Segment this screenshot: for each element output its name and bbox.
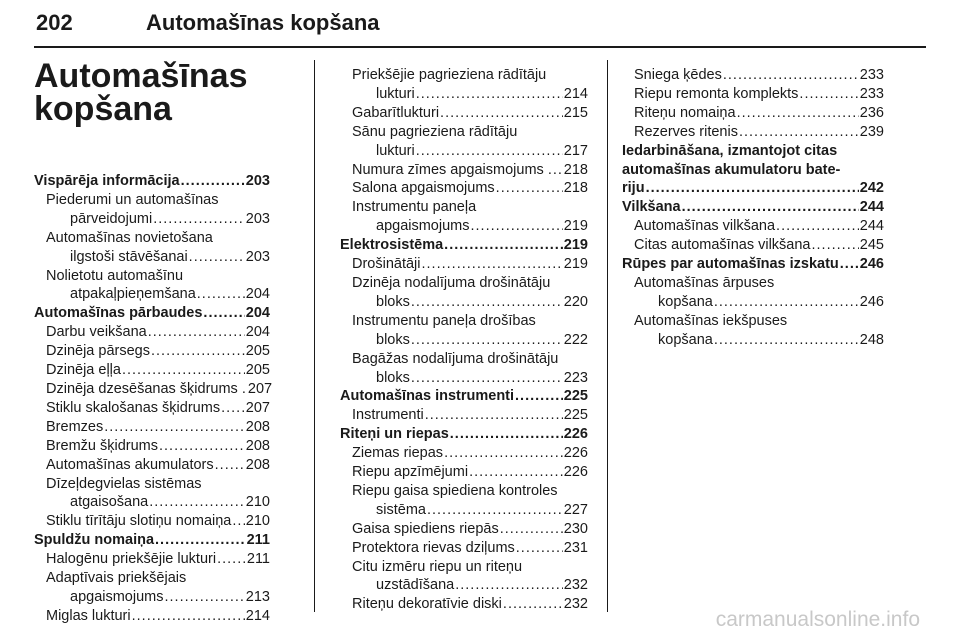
dot-leader xyxy=(203,304,244,323)
dot-leader xyxy=(215,456,245,475)
dot-leader xyxy=(151,342,245,361)
column-divider-1 xyxy=(314,60,315,612)
toc-page-number: 230 xyxy=(563,520,588,537)
dot-leader xyxy=(737,104,859,123)
toc-entry-label: bloks xyxy=(376,369,410,386)
toc-entry-label: bloks xyxy=(376,293,410,310)
dot-leader xyxy=(165,588,245,607)
toc-section[interactable] xyxy=(34,304,270,323)
dot-leader xyxy=(812,236,859,255)
toc-page-number: 214 xyxy=(563,85,588,102)
toc-entry-line xyxy=(634,293,884,312)
toc-entry[interactable] xyxy=(340,482,588,520)
dot-leader xyxy=(159,437,245,456)
toc-entry[interactable] xyxy=(622,274,884,312)
toc-page-number: 203 xyxy=(245,210,270,227)
toc-page-number: 245 xyxy=(859,237,884,254)
toc-entry[interactable] xyxy=(622,104,884,123)
toc-entry-line xyxy=(352,142,588,161)
dot-leader xyxy=(515,387,563,406)
toc-page-number: 232 xyxy=(563,596,588,613)
toc-entry[interactable] xyxy=(34,380,273,399)
toc-entry-label: Dzinēja pārsegs xyxy=(46,343,150,360)
dot-leader xyxy=(411,331,563,350)
toc-page-number: 233 xyxy=(859,85,884,102)
toc-entry-label: atpakaļpieņemšana xyxy=(70,286,196,303)
toc-entry[interactable] xyxy=(34,512,270,531)
dot-leader xyxy=(411,369,563,388)
toc-page-number: 214 xyxy=(245,607,270,624)
toc-entry[interactable] xyxy=(340,463,588,482)
toc-entry[interactable] xyxy=(34,475,270,513)
toc-entry-line xyxy=(352,576,588,595)
toc-entry-line xyxy=(622,198,884,217)
toc-entry-line xyxy=(634,331,884,350)
toc-entry-text: Instrumentu paneļa xyxy=(352,199,477,216)
toc-column-3 xyxy=(622,66,884,350)
toc-entry-label: Spuldžu nomaiņa xyxy=(34,532,155,549)
dot-leader xyxy=(411,293,563,312)
toc-entry[interactable] xyxy=(340,161,588,180)
toc-section[interactable] xyxy=(34,172,270,191)
dot-leader xyxy=(217,550,246,569)
toc-entry[interactable] xyxy=(340,406,588,425)
toc-page-number: 226 xyxy=(563,426,588,443)
toc-entry-text: Dīzeļdegvielas sistēmas xyxy=(46,475,202,492)
toc-section[interactable] xyxy=(34,531,270,550)
toc-entry-line xyxy=(352,85,588,104)
toc-entry-label: Automašīnas pārbaudes xyxy=(34,305,203,322)
toc-entry-line xyxy=(46,493,270,512)
toc-page-number: 225 xyxy=(563,388,588,405)
toc-entry[interactable] xyxy=(34,437,270,456)
toc-entry-text: Automašīnas novietošana xyxy=(46,229,213,246)
toc-page-number: 207 xyxy=(247,380,273,397)
toc-entry-line xyxy=(352,539,588,558)
toc-entry[interactable] xyxy=(340,123,588,161)
toc-entry[interactable] xyxy=(34,323,270,342)
toc-entry-line xyxy=(352,444,588,463)
toc-entry-line xyxy=(352,406,588,425)
toc-entry-line xyxy=(340,236,588,255)
toc-entry-line xyxy=(34,172,270,191)
toc-entry-text: Dzinēja nodalījuma drošinātāju xyxy=(352,274,551,291)
toc-entry-label: Vilkšana xyxy=(622,199,681,216)
toc-entry-line xyxy=(46,399,270,418)
toc-entry-label: kopšana xyxy=(658,331,713,348)
toc-entry-line xyxy=(46,607,270,626)
toc-entry-label: Miglas lukturi xyxy=(46,607,131,624)
toc-entry-line xyxy=(634,85,884,104)
dot-leader xyxy=(416,142,563,161)
toc-entry-line xyxy=(46,380,273,399)
toc-column-1 xyxy=(34,172,273,626)
toc-entry-line xyxy=(352,104,588,123)
toc-entry-label: Automašīnas vilkšana xyxy=(634,218,776,235)
dot-leader xyxy=(416,85,563,104)
toc-entry-line xyxy=(634,123,884,142)
dot-leader xyxy=(471,217,563,236)
toc-entry-text: automašīnas akumulatoru bate- xyxy=(622,161,841,178)
toc-entry-text: Adaptīvais priekšējais xyxy=(46,570,187,587)
toc-entry-line xyxy=(622,255,884,274)
toc-page-number: 231 xyxy=(563,539,588,556)
toc-entry-label: apgaismojums xyxy=(376,218,470,235)
toc-entry[interactable] xyxy=(340,558,588,596)
dot-leader xyxy=(739,123,859,142)
dot-leader xyxy=(148,323,245,342)
dot-leader xyxy=(149,493,245,512)
dot-leader xyxy=(723,66,859,85)
toc-entry-label: Riepu apzīmējumi xyxy=(352,464,469,481)
toc-section[interactable] xyxy=(340,236,588,255)
toc-entry-line xyxy=(46,342,270,361)
toc-entry-text: Bagāžas nodalījuma drošinātāju xyxy=(352,350,559,367)
toc-entry-label: Riteņu dekoratīvie diski xyxy=(352,596,502,613)
toc-page-number: 205 xyxy=(245,362,270,379)
toc-entry[interactable] xyxy=(340,255,588,274)
toc-entry-line xyxy=(46,361,270,380)
toc-entry-text: Priekšējie pagrieziena rādītāju xyxy=(352,67,547,83)
toc-entry[interactable] xyxy=(340,312,588,350)
toc-entry[interactable] xyxy=(340,179,588,198)
toc-entry-text: Iedarbināšana, izmantojot citas xyxy=(622,142,838,159)
toc-entry-line xyxy=(352,595,588,614)
toc-entry[interactable] xyxy=(34,607,270,626)
toc-page-number: 210 xyxy=(245,494,270,511)
dot-leader xyxy=(714,331,859,350)
toc-section[interactable] xyxy=(622,142,884,199)
toc-entry-label: Instrumenti xyxy=(352,407,424,424)
toc-entry-label: kopšana xyxy=(658,293,713,310)
dot-leader xyxy=(840,255,859,274)
toc-entry[interactable] xyxy=(340,595,588,614)
toc-entry-line xyxy=(46,285,270,304)
chapter-title: Automašīnas kopšana xyxy=(34,57,248,128)
toc-entry-text: Instrumentu paneļa drošības xyxy=(352,312,536,329)
toc-page-number: 239 xyxy=(859,123,884,140)
toc-entry-label: Sniega ķēdes xyxy=(634,67,722,83)
toc-page-number: 204 xyxy=(245,305,270,322)
toc-entry[interactable] xyxy=(340,198,588,236)
toc-entry-label: Halogēnu priekšējie lukturi xyxy=(46,551,217,568)
toc-entry-line xyxy=(46,323,270,342)
dot-leader xyxy=(776,217,859,236)
toc-entry-line xyxy=(34,304,270,323)
toc-section[interactable] xyxy=(622,255,884,274)
toc-entry-line xyxy=(46,550,270,569)
dot-leader xyxy=(155,531,246,550)
toc-page-number: 208 xyxy=(245,456,270,473)
toc-entry[interactable] xyxy=(340,520,588,539)
toc-page-number: 246 xyxy=(859,256,884,273)
toc-page-number: 219 xyxy=(563,218,588,235)
toc-page-number: 204 xyxy=(245,286,270,303)
dot-leader xyxy=(181,172,245,191)
toc-entry-label: Dzinēja eļļa xyxy=(46,362,121,379)
toc-entry[interactable] xyxy=(34,342,270,361)
toc-entry[interactable] xyxy=(622,66,884,85)
toc-entry[interactable] xyxy=(34,361,270,380)
toc-page-number: 208 xyxy=(245,437,270,454)
toc-section[interactable] xyxy=(340,425,588,444)
toc-column-2 xyxy=(340,66,588,614)
toc-entry-line xyxy=(46,456,270,475)
toc-page-number: 219 xyxy=(563,256,588,273)
dot-leader xyxy=(714,293,859,312)
toc-entry-label: atgaisošana xyxy=(70,494,149,511)
toc-entry[interactable] xyxy=(622,236,884,255)
dot-leader xyxy=(646,179,859,198)
toc-entry-label: Automašīnas instrumenti xyxy=(340,388,515,405)
toc-page-number: 203 xyxy=(245,173,270,189)
toc-entry[interactable] xyxy=(340,66,588,104)
toc-entry-line xyxy=(634,217,884,236)
dot-leader xyxy=(221,399,245,418)
toc-entry-label: Dzinēja dzesēšanas šķidrums . xyxy=(46,380,246,397)
toc-section[interactable] xyxy=(340,387,588,406)
toc-page-number: 218 xyxy=(563,180,588,197)
dot-leader xyxy=(553,161,563,180)
toc-entry-text: Nolietotu automašīnu xyxy=(46,267,184,284)
toc-entry[interactable] xyxy=(340,539,588,558)
toc-entry-label: apgaismojums xyxy=(70,588,164,605)
toc-entry-label: Ziemas riepas xyxy=(352,445,444,462)
toc-page-number: 225 xyxy=(563,407,588,424)
toc-entry[interactable] xyxy=(622,217,884,236)
toc-entry-label: uzstādīšana xyxy=(376,577,455,594)
toc-entry-label: Gaisa spiediens riepās xyxy=(352,520,499,537)
toc-entry-label: Elektrosistēma xyxy=(340,237,444,254)
toc-entry[interactable] xyxy=(340,104,588,123)
toc-entry[interactable] xyxy=(34,399,270,418)
dot-leader xyxy=(232,512,244,531)
toc-entry-label: Rezerves ritenis xyxy=(634,123,738,140)
toc-entry[interactable] xyxy=(34,456,270,475)
toc-section[interactable] xyxy=(622,198,884,217)
toc-entry-text: Citu izmēru riepu un riteņu xyxy=(352,558,523,575)
toc-entry-label: pārveidojumi xyxy=(70,210,153,227)
toc-page-number: 226 xyxy=(563,464,588,481)
toc-page-number: 218 xyxy=(563,161,588,178)
running-title: Automašīnas kopšana xyxy=(146,10,380,35)
watermark: carmanualsonline.info xyxy=(715,608,920,631)
toc-entry-label: lukturi xyxy=(376,142,415,159)
toc-entry-label: Darbu veikšana xyxy=(46,324,147,341)
dot-leader xyxy=(444,236,563,255)
column-divider-2 xyxy=(607,60,608,612)
toc-entry-line xyxy=(46,588,270,607)
toc-entry-text: Riepu gaisa spiediena kontroles xyxy=(352,482,558,499)
dot-leader xyxy=(122,361,245,380)
toc-page-number: 232 xyxy=(563,577,588,594)
toc-entry[interactable] xyxy=(340,274,588,312)
dot-leader xyxy=(444,444,563,463)
toc-page-number: 213 xyxy=(245,588,270,605)
dot-leader xyxy=(500,520,563,539)
toc-entry-label: Numura zīmes apgaismojums . xyxy=(352,161,552,178)
toc-entry-line xyxy=(352,501,588,520)
toc-entry[interactable] xyxy=(34,267,270,305)
dot-leader xyxy=(132,607,245,626)
toc-page-number: 236 xyxy=(859,104,884,121)
toc-entry[interactable] xyxy=(622,85,884,104)
toc-entry-line xyxy=(352,463,588,482)
dot-leader xyxy=(425,406,563,425)
toc-entry-label: Salona apgaismojums xyxy=(352,180,495,197)
header-rule xyxy=(34,46,926,48)
toc-entry-text: Automašīnas ārpuses xyxy=(634,274,775,291)
toc-page-number: 246 xyxy=(859,293,884,310)
toc-entry-label: bloks xyxy=(376,331,410,348)
toc-entry-label: Riteņu nomaiņa xyxy=(634,104,736,121)
toc-page-number: 223 xyxy=(563,369,588,386)
toc-entry[interactable] xyxy=(340,444,588,463)
toc-entry-label: Rūpes par automašīnas izskatu xyxy=(622,256,839,273)
toc-entry-line xyxy=(352,255,588,274)
toc-page-number: 211 xyxy=(246,532,270,549)
toc-entry-label: Stiklu skalošanas šķidrums xyxy=(46,399,221,416)
toc-entry-line xyxy=(634,66,884,85)
toc-entry-label: Protektora rievas dziļums xyxy=(352,539,515,556)
toc-page-number: 210 xyxy=(245,513,270,530)
toc-page-number: 208 xyxy=(245,418,270,435)
toc-entry-label: sistēma xyxy=(376,501,426,518)
toc-page-number: 242 xyxy=(859,180,884,197)
toc-page-number: 203 xyxy=(245,248,270,265)
toc-entry-line xyxy=(634,236,884,255)
toc-entry-label: Citas automašīnas vilkšana xyxy=(634,237,811,254)
dot-leader xyxy=(440,104,563,123)
toc-entry-label: riju xyxy=(622,180,645,197)
toc-entry-label: Bremzes xyxy=(46,418,104,435)
toc-entry-label: Gabarītlukturi xyxy=(352,104,440,121)
toc-page-number: 248 xyxy=(859,331,884,348)
toc-entry[interactable] xyxy=(34,229,270,267)
toc-entry-line xyxy=(352,520,588,539)
toc-page-number: 207 xyxy=(245,399,270,416)
toc-page-number: 222 xyxy=(563,331,588,348)
dot-leader xyxy=(189,248,245,267)
dot-leader xyxy=(104,418,245,437)
toc-entry-line xyxy=(352,217,588,236)
dot-leader xyxy=(450,425,563,444)
toc-entry[interactable] xyxy=(34,191,270,229)
toc-entry-label: Vispārēja informācija xyxy=(34,173,180,189)
toc-entry-label: Riepu remonta komplekts xyxy=(634,85,799,102)
toc-entry-line xyxy=(622,179,884,198)
dot-leader xyxy=(496,179,563,198)
toc-entry-text: Piederumi un automašīnas xyxy=(46,191,219,208)
toc-entry-line xyxy=(352,179,588,198)
toc-entry-line xyxy=(46,248,270,267)
toc-entry-label: Automašīnas akumulators xyxy=(46,456,214,473)
dot-leader xyxy=(427,501,563,520)
dot-leader xyxy=(682,198,859,217)
toc-page-number: 233 xyxy=(859,67,884,83)
toc-entry-line xyxy=(352,331,588,350)
toc-page-number: 215 xyxy=(563,104,588,121)
toc-entry-line xyxy=(340,387,588,406)
toc-entry-line xyxy=(46,210,270,229)
toc-entry-line xyxy=(46,437,270,456)
toc-entry[interactable] xyxy=(622,312,884,350)
toc-entry-label: Drošinātāji xyxy=(352,256,421,273)
toc-entry[interactable] xyxy=(34,550,270,569)
toc-entry[interactable] xyxy=(622,123,884,142)
toc-entry-label: ilgstoši stāvēšanai xyxy=(70,248,188,265)
toc-page-number: 219 xyxy=(563,237,588,254)
toc-entry-line xyxy=(634,104,884,123)
dot-leader xyxy=(469,463,563,482)
dot-leader xyxy=(516,539,563,558)
dot-leader xyxy=(422,255,563,274)
toc-entry-label: Stiklu tīrītāju slotiņu nomaiņa xyxy=(46,513,232,530)
toc-entry-line xyxy=(340,425,588,444)
dot-leader xyxy=(503,595,563,614)
toc-entry-line xyxy=(46,512,270,531)
dot-leader xyxy=(455,576,563,595)
toc-entry[interactable] xyxy=(340,350,588,388)
toc-page-number: 227 xyxy=(563,501,588,518)
toc-entry-label: Riteņi un riepas xyxy=(340,426,449,443)
toc-entry-label: Bremžu šķidrums xyxy=(46,437,158,454)
page-number: 202 xyxy=(36,10,73,35)
dot-leader xyxy=(197,285,245,304)
toc-page-number: 217 xyxy=(563,142,588,159)
toc-entry-text: Automašīnas iekšpuses xyxy=(634,312,788,329)
page-header xyxy=(34,0,926,48)
toc-page-number: 220 xyxy=(563,293,588,310)
toc-page-number: 205 xyxy=(245,343,270,360)
toc-entry-text: Sānu pagrieziena rādītāju xyxy=(352,123,518,140)
toc-entry[interactable] xyxy=(34,569,270,607)
toc-entry-label: lukturi xyxy=(376,85,415,102)
toc-page-number: 244 xyxy=(859,199,884,216)
toc-entry[interactable] xyxy=(34,418,270,437)
toc-page-number: 204 xyxy=(245,324,270,341)
toc-entry-line xyxy=(34,531,270,550)
toc-entry-line xyxy=(352,369,588,388)
dot-leader xyxy=(799,85,858,104)
toc-entry-line xyxy=(46,418,270,437)
toc-entry-line xyxy=(352,293,588,312)
dot-leader xyxy=(153,210,245,229)
toc-page-number: 211 xyxy=(246,551,270,568)
toc-page-number: 244 xyxy=(859,218,884,235)
toc-page-number: 226 xyxy=(563,445,588,462)
toc-entry-line xyxy=(352,161,588,180)
